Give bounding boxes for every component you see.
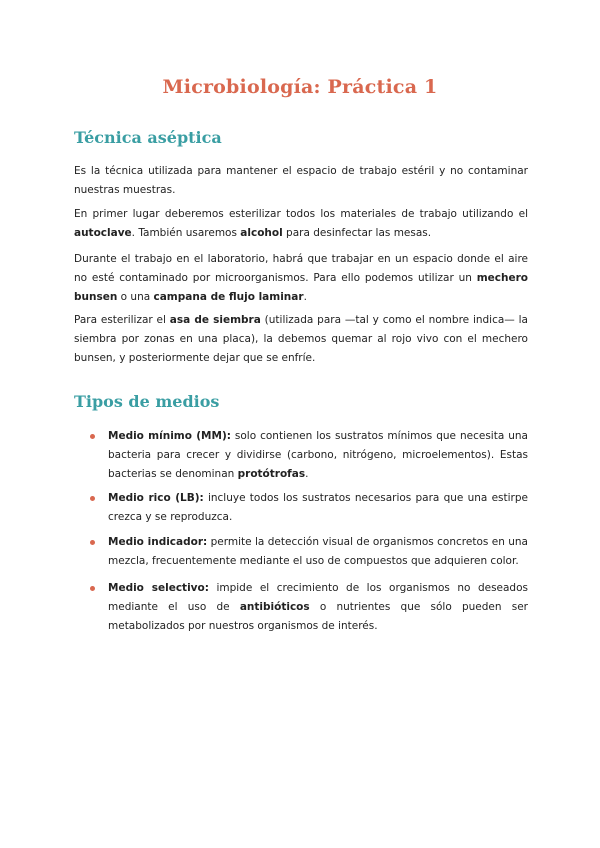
page-title: Microbiología: Práctica 1	[162, 76, 438, 98]
text-run: para desinfectar las mesas.	[282, 227, 432, 239]
bold-term-mechero-bunsen: mechero bunsen	[74, 272, 528, 303]
bullet-dot-icon	[90, 434, 95, 439]
bullet-dot-icon	[90, 586, 95, 591]
list-item	[108, 427, 528, 484]
text-run: En primer lugar deberemos esterilizar todos los materiales de trabajo utilizando el	[74, 208, 528, 220]
paragraph-definition: Es la técnica utilizada para mantener el espacio de trabajo estéril y no contaminar nuestras muestras.	[74, 165, 528, 196]
text-run: Para esterilizar el	[74, 314, 170, 326]
text-run: Durante el trabajo en el laboratorio, habrá que trabajar en un espacio donde el aire no esté contaminado por microorganismos. Para ello podemos utilizar un	[74, 253, 528, 284]
text-run: o nutrientes que sólo pueden ser metabolizados por nuestros organismos de interés.	[108, 601, 528, 632]
item-label: Medio rico (LB):	[108, 492, 204, 504]
text-run: permite la detección visual de organismos concretos en una mezcla, frecuentemente mediante el uso de compuestos que adquieren color.	[108, 536, 528, 567]
text-run: (utilizada para —tal y como el nombre indica— la siembra por zonas en una placa), la debemos quemar al rojo vivo con el mechero bunsen, y posteriormente dejar que se enfríe.	[74, 314, 528, 364]
paragraph-sterilization	[74, 205, 528, 243]
bullet-dot-icon	[90, 540, 95, 545]
paragraph-workspace	[74, 250, 528, 307]
section-heading-tipos-de-medios: Tipos de medios	[74, 392, 220, 411]
text-run: incluye todos los sustratos necesarios para que una estirpe crezca y se reproduzca.	[108, 492, 528, 523]
bold-term-asa-de-siembra: asa de siembra	[169, 314, 261, 326]
item-label: Medio selectivo:	[108, 582, 209, 594]
item-label: Medio mínimo (MM):	[108, 430, 231, 442]
list-item	[108, 533, 528, 571]
text-run: solo contienen los sustratos mínimos que necesita una bacteria para crecer y dividirse (carbono, nitrógeno, microelementos). Estas bacterias se denominan	[108, 430, 528, 480]
bold-term-alcohol: alcohol	[240, 227, 283, 239]
text-run: . También usaremos	[131, 227, 241, 239]
section-heading-tecnica-aseptica: Técnica aséptica	[74, 128, 222, 147]
bullet-dot-icon	[90, 496, 95, 501]
text-run: .	[305, 468, 309, 480]
bold-term-campana-flujo-laminar: campana de flujo laminar	[153, 291, 304, 303]
item-label: Medio indicador:	[108, 536, 208, 548]
bold-term-prototrofas: protótrofas	[237, 468, 306, 480]
text-run: impide el crecimiento de los organismos no deseados mediante el uso de	[108, 582, 528, 613]
bold-term-antibioticos: antibióticos	[239, 601, 310, 613]
text-run: o una	[117, 291, 154, 303]
text-run: .	[303, 291, 307, 303]
paragraph-asa-siembra	[74, 311, 528, 368]
list-item	[108, 579, 528, 636]
bold-term-autoclave: autoclave	[74, 227, 132, 239]
list-item	[108, 489, 528, 527]
